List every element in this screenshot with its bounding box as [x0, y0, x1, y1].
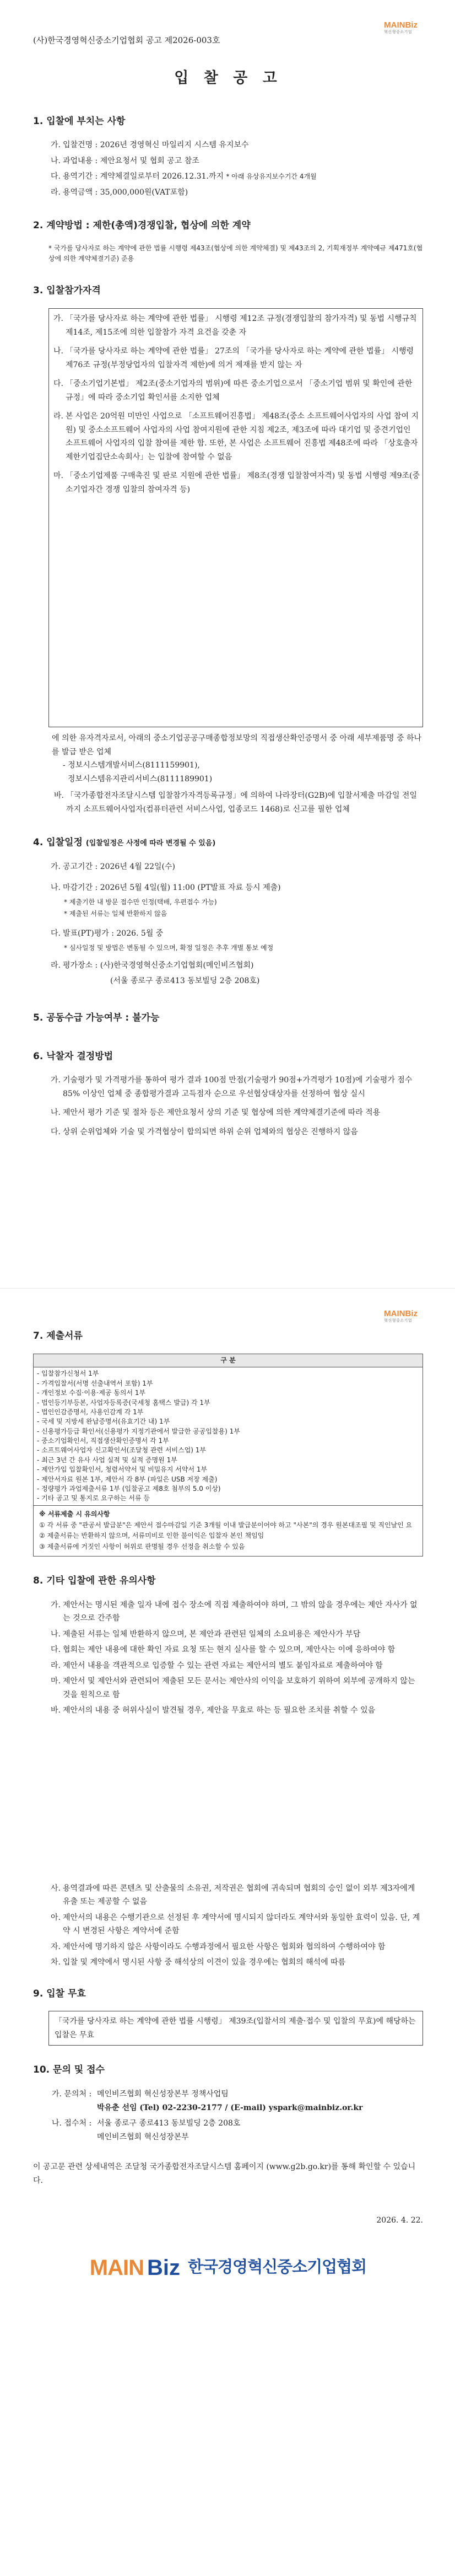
notice-number: (사)한국경영혁신중소기업협회 공고 제2026-003호 — [33, 35, 220, 45]
venue-address: (서울 종로구 종로413 동보빌딩 2층 208호) — [110, 976, 260, 986]
section-8-heading: 8. 기타 입찰에 관한 유의사항 — [33, 1575, 156, 1586]
s8-item-4: 라. 제안서 내용을 객관적으로 입증할 수 있는 관련 자료는 제안서의 별도 붙임자료로 제출하여야 함 — [51, 1661, 383, 1670]
s3-item-6: 바. 「국가종합전자조달시스템 입찰참가자격등록규정」에 의하여 나라장터(G2B)에 입찰서제출 마감일 전일까지 소프트웨어사업자(컴퓨터관련 서비스사업, 업종코드 1468)로 신고를 필한 업체 — [54, 791, 417, 814]
section-9-heading: 9. 입찰 무효 — [33, 1988, 86, 1999]
s8-item-3: 다. 협회는 제안 내용에 대한 확인 자료 요청 또는 현지 실사를 할 수 있으며, 제안사는 이에 응하여야 함 — [51, 1645, 396, 1655]
s3-product-item: - 정보시스템개발서비스(8111159901), — [63, 761, 200, 770]
notice-title: ※ 서류제출 시 유의사항 — [39, 1510, 110, 1518]
submission-notice — [33, 1506, 423, 1557]
s3-item-1: 가. 「국가를 당사자로 하는 계약에 관한 법률」 시행령 제12조 규정(경쟁입찰의 참가자격) 및 동법 시행규칙 제14조, 제15조에 의한 입찰참가 자격 요건을 갖춘 자 — [53, 314, 417, 337]
notice-item: ① 각 서류 중 "관공서 발급분"은 제안서 접수마감일 기준 3개월 이내 발급분이어야 하고 "사본"의 경우 원본대조필 및 직인날인 요 — [39, 1521, 413, 1529]
document-list-cell — [34, 1367, 423, 1505]
s3-product-list — [52, 759, 423, 786]
notice-item: ③ 제출서류에 거짓인 사항이 허위로 판명될 경우 선정을 취소할 수 있음 — [39, 1543, 245, 1551]
s6-item-1: 가. 기술평가 및 가격평가를 통하여 평가 결과 100점 만점(기술평가 90점+가격평가 10점)에 기술평가 점수 85% 이상인 업체 중 종합평가결과 고득점자 순으로 우선협상대상자를 선정하여 협상 실시 — [51, 1076, 413, 1098]
s8-item-2: 나. 제출된 서류는 일체 반환하지 않으며, 본 제안과 관련된 일체의 소요비용은 제안사가 부담 — [51, 1629, 361, 1639]
blank-gap — [33, 1720, 423, 1880]
contact-tel-email: 박유춘 선임 (Tel) 02-2230-2177 / (E-mail) yspark@mainbiz.or.kr — [97, 2103, 363, 2112]
s3-item-4: 라. 본 사업은 20억원 미만인 사업으로 「소프트웨어진흥법」 제48조(중소 소프트웨어사업자의 사업 참여 지원) 및 중소소프트웨어 사업자의 사업 참여지원에 관한 지침 제2조, 제3조에 따라 대기업 및 중견기업인 소프트웨어 사업자의 입찰 참여를 제한 함. 또한, 본 사업은 소프트웨어 진흥법 제48조에 따라 「상호출자제한기업집단소속회사」는 입찰에 참여할 수 없음 — [53, 412, 419, 461]
s1-item-4: 라. 용역금액 : 35,000,000원(VAT포함) — [51, 187, 188, 197]
s8-item-1: 가. 제안서는 명시된 제출 일자 내에 접수 장소에 직접 제출하여야 하며, 그 밖의 않을 경우에는 제안 자사가 없는 것으로 간주함 — [51, 1600, 418, 1623]
document-item: - 중소기업확인서, 직접생산확인증명서 각 1부 — [37, 1437, 169, 1445]
document-item: - 입찰참가신청서 1부 — [37, 1370, 99, 1378]
section-2-heading: 2. 계약방법 : 제한(총액)경쟁입찰, 협상에 의한 계약 — [33, 220, 251, 232]
document-item: - 국세 및 지방세 완납증명서(유효기간 내) 1부 — [37, 1418, 170, 1426]
s1-item-2: 나. 과업내용 : 제안요청서 및 협회 공고 참조 — [51, 156, 199, 165]
table-header: 구 분 — [34, 1354, 423, 1367]
section-5-heading: 5. 공동수급 가능여부 : 불가능 — [33, 1012, 160, 1023]
mainbiz-mini-logo: MAINBiz 혁신형중소기업 — [384, 1309, 418, 1323]
s8-item-8: 아. 제안서의 내용은 수행기관으로 선정된 후 계약서에 명시되지 않더라도 계약서와 동일한 효력이 있음. 단, 계약 시 변경된 사항은 계약서에 준함 — [51, 1913, 420, 1936]
document-item: - 소프트웨어사업자 신고확인서(조달청 관련 서비스업) 1부 — [37, 1446, 207, 1455]
section-7-heading: 7. 제출서류 — [33, 1330, 83, 1342]
document-item: - 제안서자료 원본 1부, 제안서 각 8부 (파일은 USB 저장 제출) — [37, 1475, 218, 1483]
page-2 — [0, 1288, 455, 2576]
document-item: - 최근 3년 간 유사 사업 실적 및 실적 증명원 1부 — [37, 1456, 177, 1464]
section-3-heading: 3. 입찰참가자격 — [33, 285, 101, 297]
s1-item-3: 다. 용역기간 : 계약체결일로부터 2026.12.31.까지 * 아래 유상유지보수기간 4개월 — [51, 172, 317, 181]
document-item: - 개인정보 수집·이용·제공 동의서 1부 — [37, 1389, 146, 1397]
s8-item-6: 바. 제안서의 내용 중 허위사실이 발견될 경우, 제안을 무효로 하는 등 필요한 조치를 취할 수 있음 — [51, 1706, 376, 1715]
period-note: * 아래 유상유지보수기간 4개월 — [226, 173, 317, 181]
section-6-heading: 6. 낙찰자 결정방법 — [33, 1050, 113, 1062]
s3-product-item: 정보시스템유지관리서비스(8111189901) — [63, 774, 213, 783]
mainbiz-footer-logo: MAIN Biz 한국경영혁신중소기업협회 — [89, 2255, 367, 2280]
s3-after-box-text: 에 의한 유자격자로서, 아래의 중소기업공공구매종합정보망의 직접생산확인증명서 중 아래 세부제품명 중 하나를 발급 받은 업체 — [52, 734, 422, 756]
s4-item-4: 라. 평가장소 : (사)한국경영혁신중소기업협회(메인비즈협회) — [51, 960, 254, 970]
section-1-heading: 1. 입찰에 부치는 사항 — [33, 115, 126, 127]
page-2-header — [33, 1310, 423, 1323]
deadline-note-1: * 제출기한 내 방문 접수만 인정(택배, 우편접수 가능) — [64, 898, 217, 906]
notice-item: ② 제출서류는 반환하지 않으며, 서류미비로 인한 불이익은 입찰자 본인 책임임 — [39, 1532, 264, 1540]
contact-info — [33, 2087, 423, 2144]
document-item: - 법인등기부등본, 사업자등록증(국세청 홈택스 발급) 각 1부 — [37, 1398, 210, 1407]
s3-item-2: 나. 「국가를 당사자로 하는 계약에 관한 법률」 27조의 「국가를 당사자로 하는 계약에 관한 법률」 시행령 제76조 규정(부정당업자의 입찰자격 제한)에 의거 제재를 받지 않는 자 — [53, 347, 414, 369]
document-item: - 법인인감증명서, 사용인감계 각 1부 — [37, 1408, 144, 1416]
section-10-heading: 10. 문의 및 접수 — [33, 2064, 105, 2076]
mainbiz-mini-logo: MAINBiz 혁신형중소기업 — [384, 20, 418, 34]
document-title: 입 찰 공 고 — [174, 69, 282, 87]
s3-item-5: 마. 「중소기업제품 구매촉진 및 판로 지원에 관한 법률」 제8조(경쟁 입찰참여자격) 및 동법 시행령 제9조(중소기업자간 경쟁 입찰의 참여자격 등) — [53, 471, 420, 494]
pt-note: * 심사일정 및 방법은 변동될 수 있으며, 확정 일정은 추후 개별 통보 예정 — [64, 943, 274, 952]
s2-legal-note: * 국가를 당사자로 하는 계약에 관한 법률 시행령 제43조(협상에 의한 계약체결) 및 제43조의 2, 기획재정부 계약예규 제471호(협상에 의한 계약체결기준) 준용 — [48, 244, 423, 263]
s6-item-3: 다. 상위 순위업체와 기술 및 가격협상이 합의되면 하위 순위 업체와의 협상은 진행하지 않음 — [51, 1127, 358, 1136]
document-item: - 신용평가등급 확인서(신용평가 지정기관에서 발급한 공공입찰용) 1부 — [37, 1427, 240, 1435]
s8-item-10: 차. 입찰 및 계약에서 명시된 사항 중 해석상의 이견이 있을 경우에는 협회의 해석에 따름 — [51, 1958, 346, 1967]
documents-table — [33, 1354, 423, 1506]
section-4-heading: 4. 입찰일정 (입찰일정은 사정에 따라 변경될 수 있음) — [33, 837, 216, 849]
invalid-bid-box: 「국가를 당사자로 하는 계약에 관한 법률 시행령」 제39조(입찰서의 제출·접수 및 입찰의 무효)에 해당하는 입찰은 무효 — [48, 2011, 423, 2046]
deadline-note-2: * 제출된 서류는 일체 반환하지 않음 — [64, 910, 167, 918]
closing-text: 이 공고문 관련 상세내역은 조달청 국가종합전자조달시스템 홈페이지 (www.g2b.go.kr)를 통해 확인할 수 있습니다. — [33, 2162, 416, 2185]
notice-date: 2026. 4. 22. — [376, 2216, 423, 2225]
s4-item-1: 가. 공고기간 : 2026년 4월 22일(수) — [51, 862, 175, 871]
s1-item-1: 가. 입찰건명 : 2026년 경영혁신 마일리지 시스템 유지보수 — [51, 141, 249, 150]
s3-continuation — [33, 732, 423, 816]
contact-submission: 나. 접수처 : 서울 종로구 종로413 동보빌딩 2층 208호 메인비즈협회 혁신성장본부 — [52, 2119, 241, 2142]
s8-item-9: 자. 제안서에 명기하지 않은 사항이라도 수행과정에서 필요한 사항은 협회와 협의하여 수행하여야 함 — [51, 1942, 386, 1951]
document-item: - 제안가입 입찰확인서, 청렴서약서 및 비밀유지 서약서 1부 — [37, 1466, 208, 1474]
s4-item-3: 다. 발표(PT)평가 : 2026. 5월 중 — [51, 929, 164, 938]
contact-inquiry: 가. 문의처 : 메인비즈협회 혁신성장본부 정책사업팀 박유춘 선임 (Tel) 02-2230-2177 / (E-mail) yspark@mainbiz.or.kr — [48, 2087, 423, 2115]
document-header — [33, 21, 423, 47]
eligibility-box — [48, 308, 423, 727]
s8-item-5: 마. 제안서 및 제안서와 관련되어 제출된 모든 문서는 제안사의 이익을 보호하기 위하여 외부에 공개하지 않는 것을 원칙으로 함 — [51, 1677, 415, 1699]
s8-item-7: 사. 용역결과에 따른 콘텐츠 및 산출물의 소유권, 저작권은 협회에 귀속되며 협회의 승인 없이 외부 제3자에게 유출 또는 제공할 수 없음 — [51, 1883, 415, 1907]
s3-item-3: 다. 「중소기업기본법」 제2조(중소기업자의 범위)에 따른 중소기업으로서 「중소기업 범위 및 확인에 관한 규정」에 따라 중소기업 확인서를 소지한 업체 — [53, 379, 413, 402]
document-item: - 정량평가 과업제출서류 1부 (입찰공고 제8호 첨부의 5.0 이상) — [37, 1485, 221, 1493]
document-item: - 가격입찰서(서명 선출내역서 포함) 1부 — [37, 1379, 153, 1387]
s6-item-2: 나. 제안서 평가 기준 및 절차 등은 제안요청서 상의 기준 및 협상에 의한 계약체결기준에 따라 적용 — [51, 1108, 381, 1118]
s4-item-2: 나. 마감기간 : 2026년 5월 4일(월) 11:00 (PT발표 자료 등시 제출) — [51, 883, 281, 893]
document-item: - 기타 공고 및 통지로 요구하는 서류 등 — [37, 1494, 150, 1502]
